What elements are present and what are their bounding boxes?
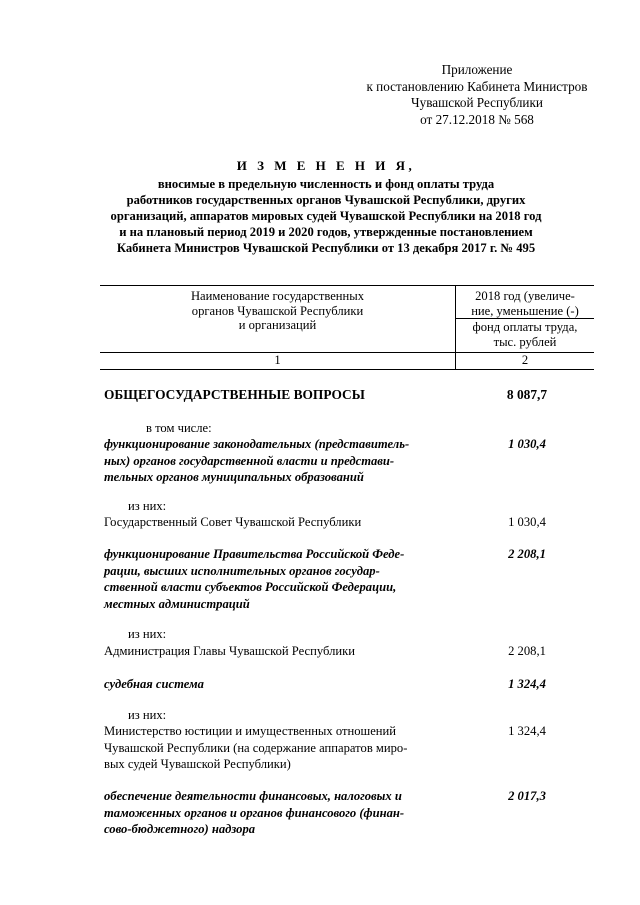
table-row: Министерство юстиции и имущественных отношений Чувашской Республики (на содержание аппаратов миро- вых судей Чувашской Республики) (104, 724, 408, 771)
appendix-line: Чувашской Республики (411, 95, 543, 110)
row-value: 2 208,1 (508, 644, 546, 658)
title-line: вносимые в предельную численность и фонд оплаты труда (157, 177, 495, 191)
table-row: Государственный Совет Чувашской Республики (104, 515, 362, 529)
appendix-line: к постановлению Кабинета Министров (366, 78, 588, 94)
group-value-judicial: 1 324,4 (508, 677, 546, 691)
table-header (100, 285, 594, 370)
group-label-judicial: судебная система (104, 677, 204, 691)
group-value-legislative: 1 030,4 (508, 437, 546, 451)
title-heading: И З М Е Н Е Н И Я, (236, 158, 416, 173)
section-label: ОБЩЕГОСУДАРСТВЕННЫЕ ВОПРОСЫ (104, 387, 365, 402)
of-them-label: из них: (128, 499, 167, 513)
group-label-legislative: функционирование законодательных (представитель- ных) органов государственной власти и представи- тельных органов муниципальных образований (104, 437, 410, 484)
of-them-label: из них: (128, 708, 167, 722)
group-value-government: 2 208,1 (508, 547, 546, 561)
appendix-date: от 27.12.2018 № 568 (420, 111, 534, 127)
row-value: 1 030,4 (508, 515, 546, 529)
appendix-header (352, 62, 602, 128)
table-row: Администрация Главы Чувашской Республики (104, 644, 355, 658)
of-them-label: из них: (128, 627, 167, 641)
appendix-line: Приложение (441, 62, 513, 77)
document-title (88, 158, 564, 256)
group-value-financial: 2 017,3 (508, 789, 546, 803)
including-label: в том числе: (146, 421, 212, 435)
column-number-2: 2 (521, 353, 529, 367)
section-value: 8 087,7 (506, 387, 548, 402)
group-label-government: функционирование Правительства Российской Феде- рации, высших исполнительных органов государ- ственной власти субъектов Российской Федерации, местных администраций (104, 547, 405, 611)
title-line: работников государственных органов Чувашской Республики, других (126, 193, 526, 207)
column-number-1: 1 (274, 353, 281, 367)
title-line: организаций, аппаратов мировых судей Чувашской Республики на 2018 год (110, 209, 542, 223)
column-subheader-fund: фонд оплаты труда, тыс. рублей (472, 320, 578, 349)
group-label-financial: обеспечение деятельности финансовых, налоговых и таможенных органов и органов финансового (финан- сово-бюджетного) надзора (104, 789, 405, 836)
header-divider (456, 318, 594, 319)
title-line: и на плановый период 2019 и 2020 годов, утвержденные постановлением (119, 225, 533, 239)
column-header-name: Наименование государственных органов Чувашской Республики и организаций (190, 289, 365, 332)
title-line: Кабинета Министров Чувашской Республики от 13 декабря 2017 г. № 495 (116, 241, 536, 255)
row-value: 1 324,4 (508, 724, 546, 738)
column-header-year: 2018 год (увеличе- ние, уменьшение (-) (471, 289, 579, 318)
